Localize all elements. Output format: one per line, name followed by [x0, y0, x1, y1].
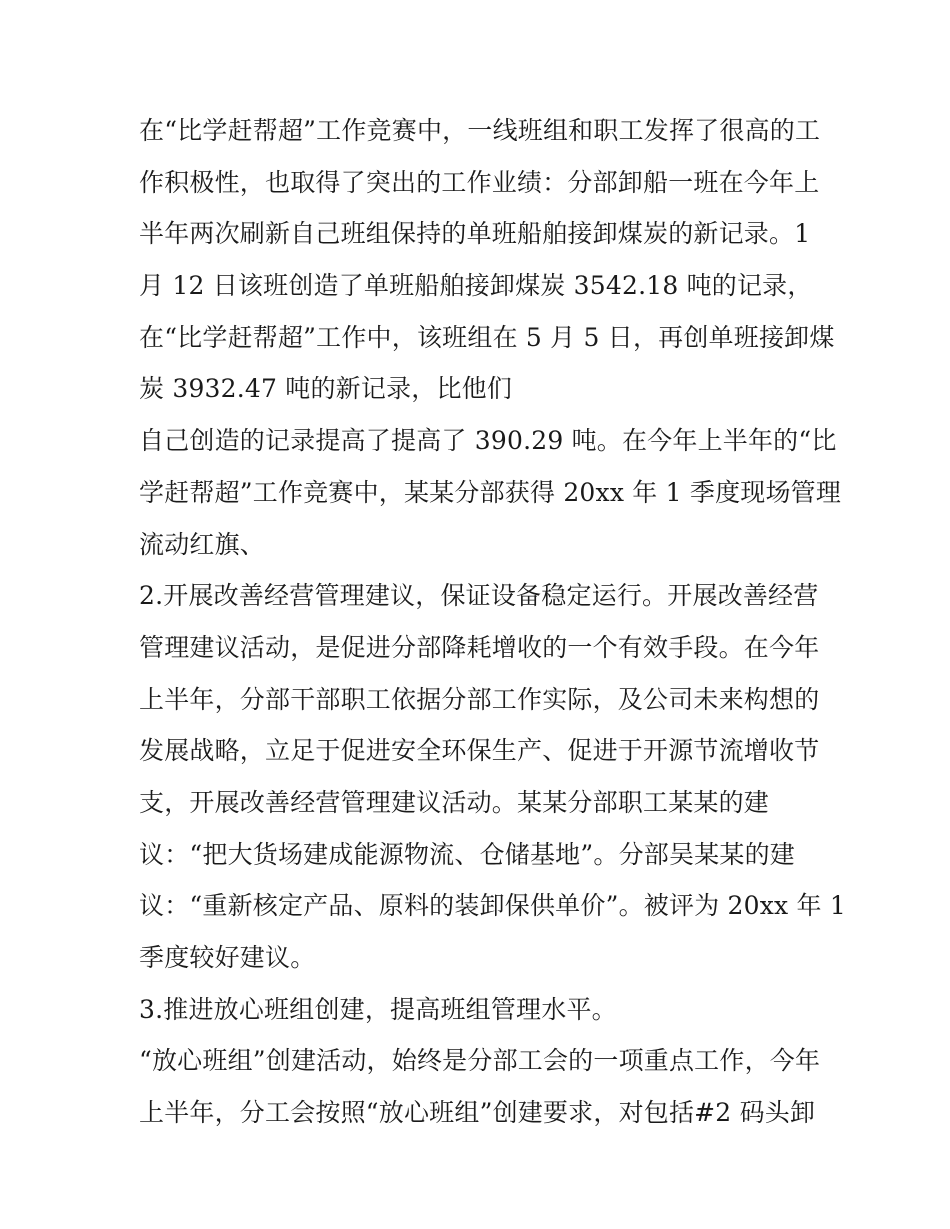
- text-line: 炭 3932.47 吨的新记录，比他们: [139, 374, 513, 404]
- text-line: 自己创造的记录提高了提高了 390.29 吨。在今年上半年的“比: [139, 426, 837, 456]
- text-line: 支，开展改善经营管理建议活动。某某分部职工某某的建: [139, 787, 770, 817]
- text-line: 管理建议活动，是促进分部降耗增收的一个有效手段。在今年: [139, 632, 820, 662]
- section-heading-line: 3.推进放心班组创建，提高班组管理水平。: [139, 994, 617, 1024]
- text-line: 议：“重新核定产品、原料的装卸保供单价”。被评为 20xx 年 1: [139, 891, 846, 921]
- document-body: [139, 105, 846, 1139]
- text-line: 在“比学赶帮超”工作中，该班组在 5 月 5 日，再创单班接卸煤: [139, 322, 835, 352]
- text-line: 上半年，分部干部职工依据分部工作实际，及公司未来构想的: [139, 684, 820, 714]
- text-line: 议：“把大货场建成能源物流、仓储基地”。分部吴某某的建: [139, 839, 795, 869]
- text-line: 作积极性，也取得了突出的工作业绩：分部卸船一班在今年上: [139, 167, 820, 197]
- section-heading-line: 2.开展改善经营管理建议，保证设备稳定运行。开展改善经营: [139, 581, 819, 611]
- text-line: 月 12 日该班创造了单班船舶接卸煤炭 3542.18 吨的记录，: [139, 271, 813, 301]
- text-line: 上半年，分工会按照“放心班组”创建要求，对包括#2 码头卸: [139, 1098, 816, 1128]
- text-line: 学赶帮超”工作竞赛中，某某分部获得 20xx 年 1 季度现场管理: [139, 477, 842, 507]
- text-line: 流动红旗、: [139, 529, 266, 559]
- text-line: 在“比学赶帮超”工作竞赛中，一线班组和职工发挥了很高的工: [139, 116, 821, 145]
- text-line: “放心班组”创建活动，始终是分部工会的一项重点工作，今年: [139, 1046, 821, 1076]
- text-line: 季度较好建议。: [139, 943, 316, 972]
- text-line: 发展战略，立足于促进安全环保生产、促进于开源节流增收节: [139, 736, 820, 766]
- text-line: 半年两次刷新自己班组保持的单班船舶接卸煤炭的新记录。1: [139, 219, 811, 249]
